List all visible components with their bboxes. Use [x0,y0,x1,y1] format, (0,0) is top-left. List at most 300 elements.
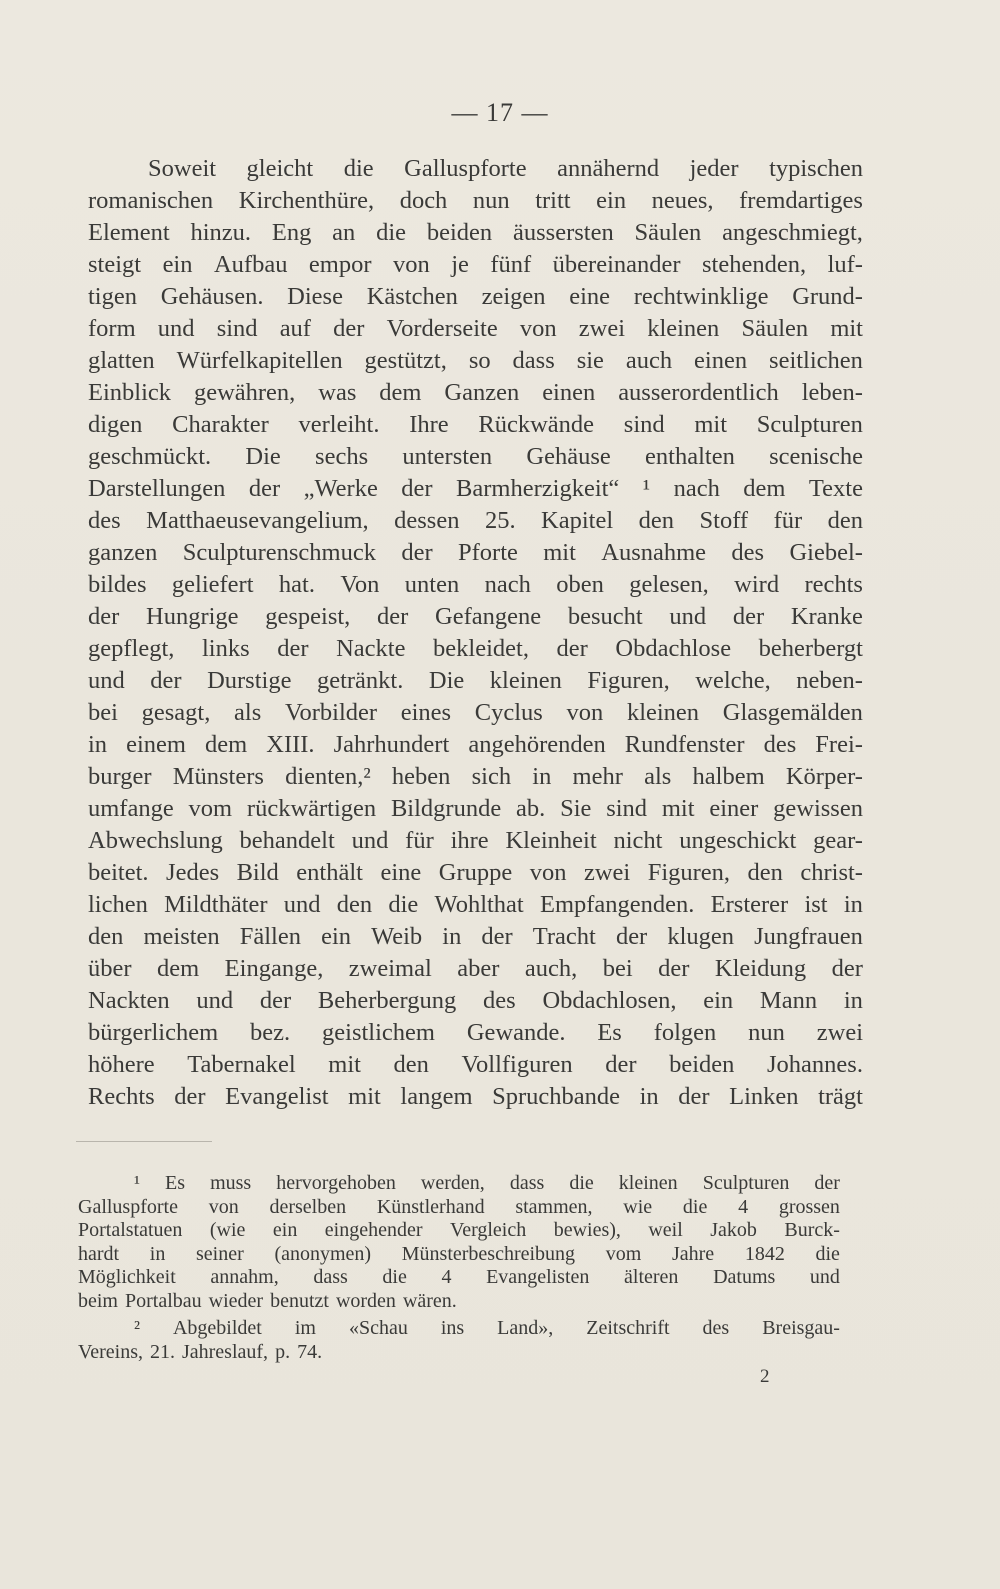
word: annahm, [210,1266,279,1288]
word: einer [709,795,759,822]
word: an [332,219,356,246]
word: Giebel- [789,539,863,566]
word: von [529,859,567,886]
text-line [88,217,863,249]
word: als [234,699,262,726]
word: Figuren, [587,667,670,694]
word: von [519,315,557,342]
word: Charakter [172,411,269,438]
word: Vergleich [449,1219,527,1241]
word: ganzen [88,539,158,566]
word: Element [88,219,170,246]
word: links [201,635,250,662]
word: bekleidet, [433,635,529,662]
word: der [259,987,292,1014]
word: (anonymen) [274,1242,372,1265]
word: der [88,603,120,630]
word: luf- [827,251,863,278]
word: von [566,699,604,726]
word: zwei [578,315,626,342]
word: Glasgemälden [722,699,863,726]
word: «Schau [348,1317,408,1339]
word: in [149,1242,166,1265]
word: Rundfenster [624,731,745,758]
word: nach [673,475,720,502]
word: Weib [371,923,423,950]
word: übereinander [552,251,681,278]
text-line [88,697,863,729]
word: Zeitschrift [586,1317,670,1339]
word: beim [78,1289,118,1312]
word: sie [576,347,604,374]
word: und [88,667,125,694]
text-line [88,537,863,569]
word: Jungfrauen [754,923,863,950]
word: sich [471,763,512,790]
word: und [157,315,195,342]
word: oben [556,571,604,598]
word: Tabernakel [187,1051,296,1078]
word: und [669,603,707,630]
word: Hungrige [146,603,239,630]
word: Barmherzigkeit“ [456,475,620,502]
word: in [442,923,462,950]
word: Mann [759,987,818,1014]
word: Künstlerhand [376,1195,485,1218]
text-line [88,889,863,921]
footnote-line [78,1317,840,1341]
footnote-line [78,1219,840,1243]
text-line [88,185,863,217]
word: Portalstatuen [78,1219,183,1241]
word: angeschmiegt, [722,219,863,246]
word: Galluspforte [404,155,527,182]
word: untersten [402,443,493,470]
text-line [88,313,863,345]
word: Ganzen [444,379,520,406]
word: Aufbau [213,251,288,278]
word: nach [484,571,531,598]
word: gespeist, [265,603,351,630]
word: meisten [143,923,220,950]
word: wird [734,571,780,598]
word: Kleinheit [505,827,597,854]
word: der [556,635,588,662]
word: typischen [769,155,863,182]
word: und [351,827,389,854]
word: empor [308,251,372,278]
text-line [88,409,863,441]
footnote-rule [76,1141,212,1142]
word: zweimal [348,955,432,982]
word: Obdachlose [615,635,732,662]
word: der [658,955,690,982]
word: klugen [667,923,734,950]
word: bildes [88,571,147,598]
word: ein [321,923,352,950]
word: ¹ [642,475,651,502]
word: kleinen [626,699,700,726]
word: eines [400,699,452,726]
word: Pforte [458,539,518,566]
word: Sculpturen [756,411,863,438]
word: sind [623,411,665,438]
word: bez. [250,1019,291,1046]
word: Spruchbande [492,1083,621,1110]
word: und [196,987,234,1014]
word: Cyclus [474,699,543,726]
word: je [451,251,469,278]
word: Portalbau [125,1289,202,1312]
word: des [702,1317,730,1339]
word: Obdachlosen, [542,987,677,1014]
word: p. [275,1340,291,1363]
word: als [644,763,672,790]
word: neben- [796,667,863,694]
word: derselben [269,1195,347,1218]
word: mehr [572,763,623,790]
word: geistlichem [322,1019,435,1046]
word: mit [694,411,728,438]
word: ein [596,187,627,214]
word: Vereins, [78,1340,143,1363]
word: der [481,923,513,950]
word: hervorgehoben [276,1172,396,1194]
word: halbem [692,763,765,790]
word: jeder [689,155,739,182]
word: Abwechslung [88,827,223,854]
word: wieder [208,1289,264,1312]
word: höhere [88,1051,155,1078]
word: die [815,1242,840,1265]
word: ins [440,1317,465,1339]
word: gelesen, [629,571,709,598]
word: der [401,475,433,502]
word: geliefert [171,571,254,598]
word: Evangelisten [486,1266,590,1288]
word: Figuren, [647,859,731,886]
word: Soweit [148,155,217,182]
word: so [468,347,491,374]
word: ihre [450,827,489,854]
word: der [248,475,281,502]
word: Durstige [207,667,292,694]
word: hinzu. [190,219,252,246]
word: Wohlthat [434,891,524,918]
word: „Werke [303,475,378,502]
word: annähernd [557,155,660,182]
word: Sie [560,795,592,822]
word: Jakob [710,1219,757,1241]
word: Nackte [336,635,406,662]
word: stehenden, [702,251,807,278]
word: sind [216,315,258,342]
word: beiden [669,1051,735,1078]
word: Linken [729,1083,799,1110]
word: der [678,1083,710,1110]
footnote-line [78,1341,840,1365]
word: der [732,603,765,630]
word: Gewande. [466,1019,566,1046]
word: ist [804,891,828,918]
text-line [88,249,863,281]
word: dem [157,955,200,982]
word: des [88,507,121,534]
word: XIII. [266,731,315,758]
word: der [277,635,309,662]
word: der [150,667,182,694]
text-line [88,921,863,953]
word: rückwärtigen [246,795,377,822]
word: bewies), [553,1219,621,1241]
word: Burck- [784,1219,840,1241]
word: benutzt [270,1289,329,1312]
word: Empfangenden. [539,891,695,918]
word: enthält [296,859,363,886]
signature-mark: 2 [760,1366,770,1387]
word: Bild [236,859,279,886]
word: 4 [738,1195,749,1218]
word: vom [188,795,233,822]
text-line [88,729,863,761]
word: eine [569,283,611,310]
word: den [393,1051,429,1078]
word: christ- [800,859,863,886]
word: hardt [78,1242,120,1265]
word: dass [509,1172,545,1194]
word: weil [648,1219,683,1241]
word: die [382,1266,407,1288]
word: folgen [653,1019,717,1046]
word: Fällen [239,923,301,950]
word: mit [348,1083,381,1110]
word: digen [88,411,143,438]
word: gestützt, [364,347,447,374]
word: die [376,219,407,246]
word: Beherbergung [317,987,457,1014]
word: ungeschickt [679,827,797,854]
word: umfange [88,795,174,822]
word: 1842 [744,1242,785,1265]
text-line [88,441,863,473]
word: hat. [278,571,315,598]
word: enthalten [645,443,735,470]
word: Kleidung [714,955,807,982]
text-line [88,985,863,1017]
word: Gehäusen. [160,283,264,310]
word: und [283,891,321,918]
word: die [569,1172,594,1194]
word: der [174,1083,206,1110]
word: nicht [613,827,663,854]
word: muss [210,1172,252,1194]
word: sechs [315,443,369,470]
word: Körper- [785,763,863,790]
text-line [88,857,863,889]
word: auch [625,347,673,374]
word: ab. [516,795,546,822]
page-number: — 17 — [451,98,549,127]
word: getränkt. [316,667,404,694]
word: bei [602,955,633,982]
text-line [88,505,863,537]
word: Breisgau- [762,1317,840,1339]
text-line [88,377,863,409]
word: Jahrhundert [333,731,450,758]
word: Abgebildet [172,1317,262,1339]
word: der [605,1051,637,1078]
word: sind [606,795,648,822]
text-line [88,793,863,825]
word: ein [162,251,193,278]
word: mit [661,795,695,822]
text-line [88,665,863,697]
word: 25. [484,507,516,534]
word: neues, [651,187,714,214]
word: Gruppe [438,859,513,886]
word: dienten,² [285,763,371,790]
word: seitlichen [769,347,863,374]
text-line [88,1081,863,1113]
word: rechtwinklige [633,283,769,310]
word: heben [391,763,451,790]
word: romanischen [88,187,214,214]
text-line [88,281,863,313]
word: von [208,1195,239,1218]
word: Vorderseite [386,315,498,342]
word: Einblick [88,379,172,406]
word: beitet. [88,859,149,886]
text-line [88,569,863,601]
word: glatten [88,347,155,374]
word: äussersten [513,219,614,246]
word: den [88,923,124,950]
word: nun [748,1019,785,1046]
word: die [682,1195,708,1218]
word: in [843,891,863,918]
word: (wie [209,1219,246,1241]
word: kleinen [489,667,562,694]
word: gewissen [773,795,863,822]
word: mit [543,539,576,566]
word: eine [380,859,422,886]
word: die [388,891,419,918]
word: Eng [271,219,312,246]
text-line [88,953,863,985]
word: Texte [808,475,863,502]
word: rechts [804,571,863,598]
word: lichen [88,891,148,918]
word: der [333,315,365,342]
word: vom [605,1242,642,1265]
word: den [827,507,863,534]
text-line [88,761,863,793]
text-line [88,601,863,633]
word: kleinen [618,1172,678,1194]
word: fünf [490,251,532,278]
word: Sculpturenschmuck [182,539,376,566]
word: seiner [196,1242,244,1265]
word: den [747,859,783,886]
word: Land», [497,1317,554,1339]
word: die [343,155,374,182]
word: mit [830,315,863,342]
word: geschmückt. [88,443,212,470]
word: dem [205,731,248,758]
word: steigt [88,251,142,278]
word: Jahreslauf, [181,1340,269,1363]
word: mit [328,1051,361,1078]
word: ² [134,1317,140,1339]
word: Würfelkapitellen [176,347,343,374]
word: 74. [297,1340,323,1363]
word: gear- [813,827,863,854]
word: Sculpturen [702,1172,790,1194]
word: behandelt [239,827,335,854]
word: der [814,1172,840,1194]
word: ein [703,987,734,1014]
word: Ersterer [710,891,789,918]
word: der [401,539,433,566]
word: was [318,379,357,406]
word: scenische [769,443,863,470]
word: in [88,731,108,758]
word: und [809,1266,840,1288]
body-text [88,153,863,1113]
word: gepflegt, [88,635,175,662]
word: ein [272,1219,298,1241]
word: Kirchenthüre, [238,187,375,214]
word: einen [542,379,596,406]
word: Kästchen [366,283,458,310]
footnote-line [78,1290,840,1314]
word: für [405,827,434,854]
word: angehörenden [468,731,606,758]
word: Möglichkeit [78,1266,176,1288]
word: kleinen [647,315,720,342]
word: Grund- [792,283,863,310]
word: Galluspforte [78,1195,178,1218]
word: Ausnahme [601,539,707,566]
word: 21. [149,1340,175,1363]
word: älteren [624,1266,679,1288]
word: Gefangene [435,603,542,630]
word: bei [88,699,118,726]
word: Säulen [741,315,809,342]
word: gewähren, [193,379,296,406]
text-line [88,473,863,505]
word: Die [245,443,281,470]
word: des [483,987,516,1014]
word: Rückwände [478,411,595,438]
word: in [843,987,863,1014]
word: Es [165,1172,186,1194]
word: Mildthäter [164,891,268,918]
word: der [831,955,863,982]
word: Datums [713,1266,776,1288]
word: wie [623,1195,653,1218]
word: besucht [567,603,643,630]
text-line [88,153,863,185]
word: Münsterbeschreibung [401,1242,576,1265]
word: Matthaeusevangelium, [146,507,369,534]
word: Jahre [671,1242,715,1265]
word: Bildgrunde [390,795,502,822]
word: gesagt, [141,699,211,726]
word: des [731,539,765,566]
word: Kranke [790,603,863,630]
word: welche, [695,667,771,694]
